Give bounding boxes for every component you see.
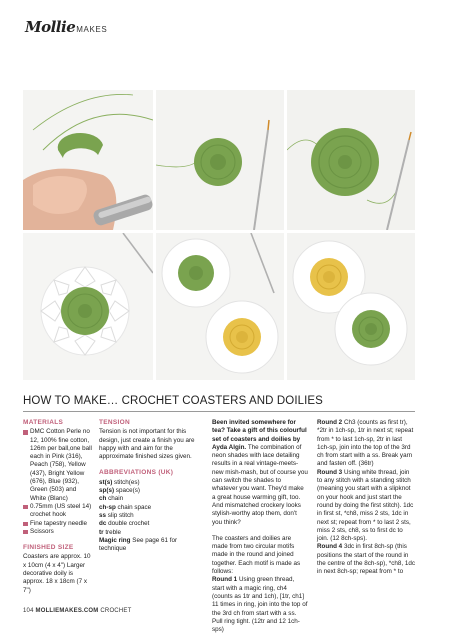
materials-item: Fine tapestry needle: [23, 520, 93, 528]
round-3-paragraph: [317, 469, 415, 544]
abbreviation-item: sp(s) space(s): [99, 487, 140, 495]
photo-green-circle-illustration: [156, 90, 284, 230]
round-2-text: Ch3 (counts as first tr), *2tr in 1ch-sp, 1tr in next st; repeat from * to last 1ch-sp, 2tr in last 1ch-sp, join into the top of the 3rd ch from start with a ss. Break yarn and fasten off. (36tr): [317, 419, 414, 468]
round-3-text: Using white thread, join to any stitch with a standing stitch (meaning you start with a slipknot on your hook and just start the round by doing the first stitch). 1dc in first st, *ch8, miss 2 sts, 1dc in next st; repeat from * to last 2 sts, miss 2 sts, ch8, ss to first dc to join. (12 8ch-sps).: [317, 468, 414, 543]
abbreviation-item: Magic ring See page 61 for technique: [99, 536, 178, 553]
finished-size-heading: FINISHED SIZE: [23, 544, 74, 552]
photo-step-3: [287, 90, 415, 230]
column-intro: [212, 419, 308, 634]
article-title: HOW TO MAKE… CROCHET COASTERS AND DOILIES: [23, 395, 323, 407]
column-rounds: [317, 419, 415, 577]
page-number: 104: [23, 608, 34, 614]
photo-two-motifs-illustration: [156, 233, 284, 380]
round-1-text: Using green thread, start with a magic ring, ch4 (counts as 1tr and 1ch), [1tr, ch1] 11 times in ring, join into the top of the 3rd ch from start with a ss. Pull ring tight. (12tr and 12 1ch-sps): [212, 576, 308, 634]
page-footer: [23, 608, 131, 614]
title-divider: [23, 411, 415, 412]
intro-lead: Been invited somewhere for tea? Take a gift of this colourful set of coasters and doilies by: [212, 419, 307, 443]
finished-size-text: Coasters are approx. 10 x 10cm (4 x 4") Larger decorative doily is approx. 18 x 18cm (7 x 7"): [23, 553, 91, 594]
round-4-label: Round 4: [317, 543, 343, 551]
abbreviation-item: ch-sp chain space: [99, 503, 152, 511]
photo-step-6: [287, 233, 415, 380]
round-1-label: Round 1: [212, 576, 238, 584]
abbreviations-heading: ABBREVIATIONS (UK): [99, 469, 174, 477]
materials-item: Scissors: [23, 528, 93, 536]
photo-green-disc-illustration: [287, 90, 415, 230]
round-3-label: Round 3: [317, 468, 343, 476]
footer-section: CROCHET: [100, 608, 132, 614]
photo-step-4: [23, 233, 153, 380]
intro-author: Ayda Algin.: [212, 443, 247, 451]
photo-step-5: [156, 233, 284, 380]
materials-item: DMC Cotton Perle no 12, 100% fine cotton, 126m per ball,one ball each in Pink (316), Peach (758), Yellow (437), Bright Yellow (676), Blue (932), Green (503) and White (Blanc): [23, 428, 93, 503]
photo-joined-motifs-illustration: [287, 233, 415, 380]
brand-logo-script: Mollie: [25, 18, 76, 36]
brand-logo: [25, 18, 107, 38]
column-tension: [99, 419, 195, 553]
footer-site[interactable]: MOLLIEMAKES.COM: [35, 608, 99, 614]
abbreviation-item: st(s) stitch(es): [99, 478, 140, 486]
photo-step-1: [23, 90, 153, 230]
abbreviation-item: dc double crochet: [99, 520, 150, 528]
photo-step-2: [156, 90, 284, 230]
photo-grid: [23, 90, 415, 380]
column-materials: [23, 419, 93, 595]
materials-heading: MATERIALS: [23, 419, 64, 426]
brand-logo-makes: MAKES: [76, 25, 108, 34]
round-2-label: Round 2: [317, 419, 343, 426]
body-paragraph: The coasters and doilies are made from two circular motifs made in the round and joined together. Each motif is made as follows:: [212, 534, 301, 576]
tension-text: Tension is not important for this design, just create a finish you are happy with and aim for the approximate finished sizes given.: [99, 428, 195, 461]
photo-hand-crochet-illustration: [23, 90, 153, 230]
round-4-text: 3dc in first 8ch-sp (this positions the start of the round in the centre of the 8ch-sp), *ch8, 1dc in next 8ch-sp; repeat from * to: [317, 543, 416, 576]
round-1-paragraph: [212, 576, 308, 634]
abbreviation-item: ch chain: [99, 495, 124, 503]
intro-text: The combination of neon shades with lace detailing results in a real vintage-meets-new mish-mash, but of course you can switch the shades to whatever you want. They'd make a great house warming gift, too. And mismatched crockery looks stylish-worthy atop them, don't you think?: [212, 443, 308, 526]
round-2-paragraph: [317, 419, 415, 469]
tension-heading: TENSION: [99, 419, 130, 426]
materials-item: 0.75mm (US steel 14) crochet hook: [23, 503, 93, 520]
round-4-paragraph: [317, 543, 415, 576]
intro-paragraph: [212, 419, 308, 527]
photo-doily-illustration: [23, 233, 153, 380]
abbreviation-item: tr treble: [99, 528, 122, 536]
abbreviation-item: ss slip stitch: [99, 511, 134, 519]
